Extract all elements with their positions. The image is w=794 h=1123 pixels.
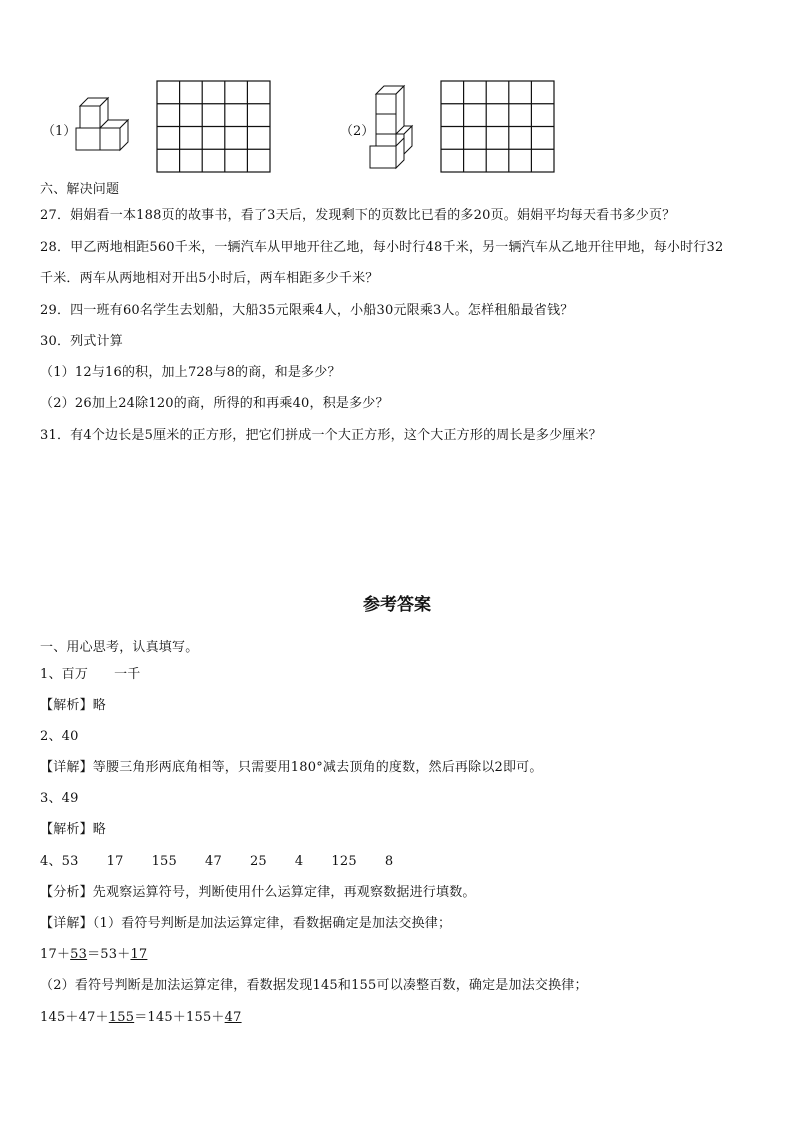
cube-figure-2 [366, 84, 414, 172]
answers-section-1-heading: 一、用心思考，认真填写。 [40, 640, 199, 655]
grid-1 [156, 80, 272, 174]
answers-title: 参考答案 [363, 595, 431, 615]
equation-1-blank: 53 [70, 947, 88, 962]
answer-1-part-a: 1、百万 [40, 667, 89, 682]
grid-2 [440, 80, 556, 174]
equation-1 [40, 947, 147, 963]
question-30-part-1: （1）12与16的积，加上728与8的商，和是多少？ [40, 365, 341, 380]
answer-1 [40, 667, 140, 683]
figure-1-label: （1） [42, 124, 77, 139]
answer-2: 2、40 [40, 729, 79, 744]
answer-4-item: 8 [384, 854, 394, 869]
equation-2-blank: 47 [224, 1010, 242, 1025]
answer-1-part-b: 一千 [114, 667, 141, 682]
cube-figure-1 [72, 94, 130, 158]
equation-2-part: 145＋47＋ [40, 1010, 109, 1025]
section-6-heading: 六、解决问题 [40, 182, 120, 197]
equation-1-part: ＝53＋ [87, 947, 131, 962]
equation-2-part: ＝145＋155＋ [134, 1010, 225, 1025]
answer-3: 3、49 [40, 791, 79, 806]
equation-2-blank: 155 [108, 1010, 135, 1025]
answer-4 [40, 854, 393, 870]
question-30-part-2: （2）26加上24除120的商，所得的和再乘40，积是多少？ [40, 396, 389, 411]
answer-4-item: 155 [151, 854, 177, 869]
answer-4-item: 125 [331, 854, 357, 869]
answer-1-note: 【解析】略 [40, 698, 107, 713]
answer-2-note: 【详解】等腰三角形两底角相等，只需要用180°减去顶角的度数，然后再除以2即可。 [40, 760, 543, 775]
equation-1-blank: 17 [130, 947, 148, 962]
figure-2-label: （2） [340, 124, 375, 139]
answer-4-detail-2: （2）看符号判断是加法运算定律，看数据发现145和155可以凑整百数，确定是加法交换律； [40, 978, 588, 993]
answer-4-item: 17 [106, 854, 124, 869]
answer-4-item: 4、53 [40, 854, 79, 869]
answer-4-detail-1: 【详解】（1）看符号判断是加法运算定律，看数据确定是加法交换律； [40, 916, 452, 931]
question-28-line-1: 28．甲乙两地相距560千米，一辆汽车从甲地开往乙地，每小时行48千米，另一辆汽车从乙地开往甲地，每小时行32 [40, 240, 724, 255]
question-27: 27．娟娟看一本188页的故事书，看了3天后，发现剩下的页数比已看的多20页。娟娟平均每天看书多少页？ [40, 208, 676, 223]
answer-4-item: 4 [294, 854, 304, 869]
question-28-line-2: 千米．两车从两地相对开出5小时后，两车相距多少千米？ [40, 271, 379, 286]
answer-4-analysis: 【分析】先观察运算符号，判断使用什么运算定律，再观察数据进行填数。 [40, 885, 476, 900]
question-29: 29．四一班有60名学生去划船，大船35元限乘4人，小船30元限乘3人。怎样租船最省钱？ [40, 303, 574, 318]
equation-2 [40, 1010, 242, 1026]
answer-4-item: 25 [249, 854, 267, 869]
equation-1-part: 17＋ [40, 947, 71, 962]
question-31: 31．有4个边长是5厘米的正方形，把它们拼成一个大正方形，这个大正方形的周长是多少厘米？ [40, 428, 602, 443]
answer-3-note: 【解析】略 [40, 822, 107, 837]
question-30: 30．列式计算 [40, 334, 123, 349]
answer-4-item: 47 [205, 854, 222, 869]
